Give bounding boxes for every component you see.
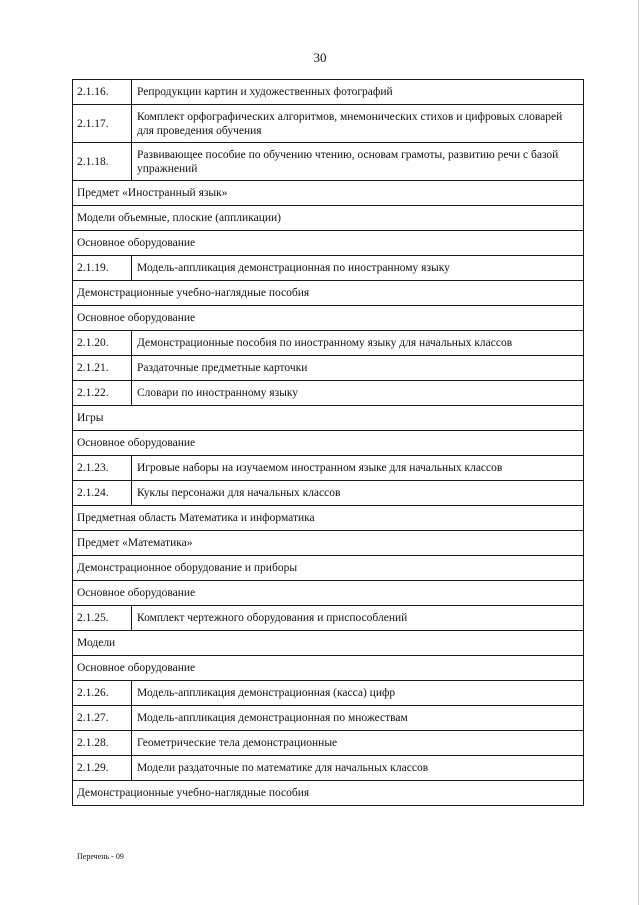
section-heading: Основное оборудование: [73, 656, 584, 681]
table-row: [73, 481, 584, 506]
table-row: [73, 381, 584, 406]
section-row: [73, 181, 584, 206]
section-heading: Игры: [73, 406, 584, 431]
item-text: Модели раздаточные по математике для начальных классов: [132, 756, 584, 781]
footer-label: Перечень - 09: [77, 852, 124, 861]
item-number: 2.1.20.: [73, 331, 132, 356]
item-number: 2.1.24.: [73, 481, 132, 506]
section-heading: Основное оборудование: [73, 431, 584, 456]
table-row: [73, 331, 584, 356]
section-heading: Основное оборудование: [73, 306, 584, 331]
item-number: 2.1.25.: [73, 606, 132, 631]
table-row: [73, 356, 584, 381]
item-number: 2.1.26.: [73, 681, 132, 706]
table-row: [73, 143, 584, 181]
table-row: [73, 456, 584, 481]
table-row: [73, 105, 584, 143]
item-text: Словари по иностранному языку: [132, 381, 584, 406]
item-number: 2.1.22.: [73, 381, 132, 406]
section-heading: Предмет «Иностранный язык»: [73, 181, 584, 206]
section-heading: Демонстрационное оборудование и приборы: [73, 556, 584, 581]
table-row: [73, 256, 584, 281]
item-text: Игровые наборы на изучаемом иностранном языке для начальных классов: [132, 456, 584, 481]
item-number: 2.1.17.: [73, 105, 132, 143]
table-row: [73, 731, 584, 756]
section-row: [73, 431, 584, 456]
item-number: 2.1.27.: [73, 706, 132, 731]
section-heading: Демонстрационные учебно-наглядные пособия: [73, 281, 584, 306]
section-heading: Предмет «Математика»: [73, 531, 584, 556]
item-text: Модель-аппликация демонстрационная по множествам: [132, 706, 584, 731]
item-number: 2.1.28.: [73, 731, 132, 756]
table-row: [73, 756, 584, 781]
table-row: [73, 681, 584, 706]
section-row: [73, 306, 584, 331]
item-number: 2.1.19.: [73, 256, 132, 281]
item-number: 2.1.18.: [73, 143, 132, 181]
section-heading: Основное оборудование: [73, 231, 584, 256]
equipment-table: [72, 79, 584, 806]
item-text: Репродукции картин и художественных фотографий: [132, 80, 584, 105]
item-text: Комплект орфографических алгоритмов, мнемонических стихов и цифровых словарей для проведения обучения: [132, 105, 584, 143]
item-text: Модель-аппликация демонстрационная по иностранному языку: [132, 256, 584, 281]
table-row: [73, 80, 584, 105]
item-number: 2.1.23.: [73, 456, 132, 481]
table-body: [73, 80, 584, 806]
table-row: [73, 706, 584, 731]
section-row: [73, 406, 584, 431]
page-number: 30: [313, 50, 327, 65]
section-heading: Модели объемные, плоские (аппликации): [73, 206, 584, 231]
section-row: [73, 656, 584, 681]
section-row: [73, 556, 584, 581]
item-text: Демонстрационные пособия по иностранному языку для начальных классов: [132, 331, 584, 356]
item-text: Раздаточные предметные карточки: [132, 356, 584, 381]
item-number: 2.1.16.: [73, 80, 132, 105]
item-text: Куклы персонажи для начальных классов: [132, 481, 584, 506]
section-row: [73, 231, 584, 256]
section-heading: Предметная область Математика и информатика: [73, 506, 584, 531]
item-text: Комплект чертежного оборудования и приспособлений: [132, 606, 584, 631]
section-row: [73, 531, 584, 556]
section-heading: Модели: [73, 631, 584, 656]
section-heading: Демонстрационные учебно-наглядные пособия: [73, 781, 584, 806]
section-row: [73, 506, 584, 531]
item-number: 2.1.29.: [73, 756, 132, 781]
section-row: [73, 631, 584, 656]
section-row: [73, 781, 584, 806]
item-number: 2.1.21.: [73, 356, 132, 381]
item-text: Развивающее пособие по обучению чтению, основам грамоты, развитию речи с базой упражнений: [132, 143, 584, 181]
section-heading: Основное оборудование: [73, 581, 584, 606]
section-row: [73, 581, 584, 606]
item-text: Геометрические тела демонстрационные: [132, 731, 584, 756]
section-row: [73, 281, 584, 306]
item-text: Модель-аппликация демонстрационная (касса) цифр: [132, 681, 584, 706]
page-edge: [638, 0, 639, 905]
table-row: [73, 606, 584, 631]
section-row: [73, 206, 584, 231]
